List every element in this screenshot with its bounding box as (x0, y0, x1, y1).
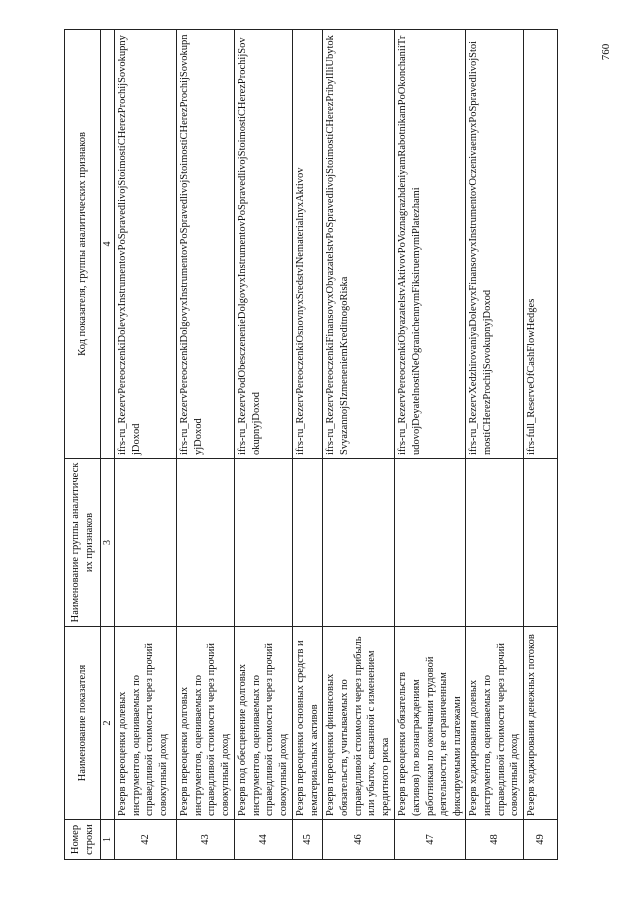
indicator-name-cell: Резерв переоценки долговых инструментов, оцениваемых по справедливой стоимости через прочий совокупный доход (177, 627, 235, 820)
group-name-cell (524, 459, 558, 627)
row-number-cell: 43 (177, 820, 235, 860)
indicator-name-cell: Резерв переоценки обязательств (активов) по вознаграждениям работникам по окончании трудовой деятельности, не ограниченным фиксируемыми платежами (395, 627, 466, 820)
group-name-cell (115, 459, 177, 627)
code-cell: ifrs-ru_RezervPereoczenkiOsnovnyxSredstvINematerialnyxAktivov (293, 30, 323, 459)
column-index: 2 (101, 627, 115, 820)
column-index: 1 (101, 820, 115, 860)
header-group-name: Наименование группы аналитических признаков (65, 459, 101, 627)
group-name-cell (395, 459, 466, 627)
table-body (115, 30, 558, 860)
code-cell: ifrs-ru_RezervPereoczenkiFinansovyxObyazatelstvPoSpravedlivojStoimostiCHerezPribylIliUbytokSvyazannojSIzmeneniemKreditnogoRiska (323, 30, 395, 459)
table-row (235, 30, 293, 860)
row-number-cell: 45 (293, 820, 323, 860)
indicator-name-cell: Резерв под обесценение долговых инструментов, оцениваемых по справедливой стоимости через прочий совокупный доход (235, 627, 293, 820)
column-index-row (101, 30, 115, 860)
group-name-cell (293, 459, 323, 627)
column-index: 3 (101, 459, 115, 627)
code-cell: ifrs-full_ReserveOfCashFlowHedges (524, 30, 558, 459)
code-cell: ifrs-ru_RezervXedzhirovaniyaDolevyxFinansovyxInstrumentovOczenivaemyxPoSpravedlivojStoimostiCHerezProchijSovokupnyjDoxod (466, 30, 524, 459)
code-cell: ifrs-ru_RezervPereoczenkiObyazatelstvAktivovPoVoznagrazhdeniyamRabotnikamPoOkonchaniiTrudovojDeyatelnostiNeOgranichennymFiksiruemymiPlatezhami (395, 30, 466, 459)
table-row (323, 30, 395, 860)
code-cell: ifrs-ru_RezervPereoczenkiDolgovyxInstrumentovPoSpravedlivojStoimostiCHerezProchijSovokupnyjDoxod (177, 30, 235, 459)
indicator-name-cell: Резерв переоценки основных средств и нематериальных активов (293, 627, 323, 820)
table-header-row (65, 30, 101, 860)
table-row (395, 30, 466, 860)
code-cell: ifrs-ru_RezervPodObesczenenieDolgovyxInstrumentovPoSpravedlivojStoimostiCHerezProchijSovokupnyjDoxod (235, 30, 293, 459)
code-cell: ifrs-ru_RezervPereoczenkiDolevyxInstrumentovPoSpravedlivojStoimostiCHerezProchijSovokupnyjDoxod (115, 30, 177, 459)
indicator-name-cell: Резерв хеджирования долевых инструментов, оцениваемых по справедливой стоимости через прочий совокупный доход (466, 627, 524, 820)
group-name-cell (323, 459, 395, 627)
row-number-cell: 44 (235, 820, 293, 860)
row-number-cell: 47 (395, 820, 466, 860)
header-indicator-name: Наименование показателя (65, 627, 101, 820)
header-code: Код показателя, группы аналитических признаков (65, 30, 101, 459)
indicator-name-cell: Резерв хеджирования денежных потоков (524, 627, 558, 820)
group-name-cell (177, 459, 235, 627)
table-row (115, 30, 177, 860)
indicator-name-cell: Резерв переоценки долевых инструментов, оцениваемых по справедливой стоимости через прочий совокупный доход (115, 627, 177, 820)
row-number-cell: 42 (115, 820, 177, 860)
page-number: 760 (600, 43, 612, 61)
group-name-cell (235, 459, 293, 627)
indicator-name-cell: Резерв переоценки финансовых обязательств, учитываемых по справедливой стоимости через прибыль или убыток, связанной с изменением кредитного риска (323, 627, 395, 820)
table-row (466, 30, 524, 860)
table-row (524, 30, 558, 860)
column-index: 4 (101, 30, 115, 459)
table-row (293, 30, 323, 860)
row-number-cell: 48 (466, 820, 524, 860)
group-name-cell (466, 459, 524, 627)
indicator-table (64, 29, 558, 860)
rotated-page-content (64, 30, 574, 860)
row-number-cell: 49 (524, 820, 558, 860)
header-row-number: Номер строки (65, 820, 101, 860)
table-row (177, 30, 235, 860)
row-number-cell: 46 (323, 820, 395, 860)
